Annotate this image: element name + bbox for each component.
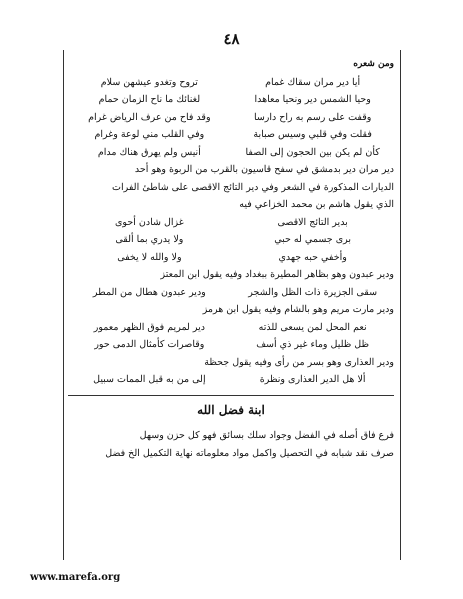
verse [68, 144, 394, 162]
verse [68, 336, 394, 354]
verse [68, 126, 394, 144]
hemistich-left: ولا والله لا يخفى [117, 251, 182, 263]
prose-line: ودير مارت مريم وهو بالشام وفيه يقول ابن هرمز [202, 304, 394, 315]
document-body [68, 56, 394, 462]
prose-line: الديارات المذكورة في الشعر وفي دير التائج الاقصى على شاطئ الفرات [112, 181, 394, 193]
section-title: ابنة فضل الله [197, 402, 265, 417]
prose-line: ودير العذارى وهو بسر من رأى وفيه يقول جحظة [204, 356, 394, 368]
hemistich-left: إلى من به قبل الممات سبيل [93, 374, 206, 385]
poem-2 [68, 214, 394, 267]
section-divider [68, 395, 394, 396]
site-url: www.marefa.org [30, 572, 121, 583]
verse [68, 284, 394, 302]
hemistich-left: غزال شادن أحوى [115, 216, 184, 228]
prose-line: الذي يقول هاشم بن محمد الخزاعي فيه [239, 199, 394, 210]
hemistich-left: وفي القلب مني لوعة وغرام [94, 129, 205, 140]
hemistich-left: ولا يدري بما ألقى [115, 234, 184, 245]
hemistich-right: أيا دير مران سقاك غمام [265, 76, 361, 88]
intro-line: ومن شعره [353, 59, 394, 69]
hemistich-left: وقد فاح من عرف الرياض غرام [88, 111, 211, 123]
hemistich-right: وقفت على رسم به راح دارسا [253, 111, 372, 123]
poem-1 [68, 74, 394, 162]
prose-line: صرف نقد شبابه في التحصيل واكمل مواد معلوماته نهاية التكميل الخ فضل [105, 447, 394, 459]
prose-line: دير مران دير بدمشق في سفح قاسيون بالقرب من الربوة وهو أحد [134, 164, 394, 175]
prose-line: ودير عبدون وهو بظاهر المطيرة ببغداد وفيه يقول ابن المعتز [160, 269, 394, 280]
hemistich-right: ظل ظليل وماء غير ذي أسف [256, 339, 370, 350]
hemistich-right: كأن لم يكن بين الحجون إلى الصفا [245, 146, 380, 158]
hemistich-left: لغنائك ما ناح الزمان حمام [98, 94, 201, 105]
verse [68, 74, 394, 92]
hemistich-left: أنيس ولم يهرق هناك مدام [97, 146, 201, 158]
verse [68, 249, 394, 267]
hemistich-left: تروح وتغدو عيشهن سلام [100, 76, 198, 88]
hemistich-right: سقى الجزيرة ذات الظل والشجر [248, 286, 378, 298]
hemistich-right: فقلت وفي قلبي وسيس صبابة [253, 129, 372, 140]
hemistich-left: وقاصرات كأمثال الدمى حور [94, 339, 205, 350]
hemistich-left: دير لمريم فوق الظهر معمور [93, 321, 205, 333]
verse [68, 109, 394, 127]
hemistich-right: وحيا الشمس دير ونحيا معاهدا [254, 94, 371, 105]
verse [68, 319, 394, 337]
verse [68, 231, 394, 249]
verse [68, 91, 394, 109]
hemistich-right: بدير التائج الاقصى [277, 216, 348, 228]
prose-line: فرع فاق أصله في الفضل وجواد سلك بسائق فهو كل حزن وسهل [139, 430, 394, 441]
hemistich-left: ودير عبدون هطال من المطر [92, 286, 206, 298]
verse [68, 371, 394, 389]
hemistich-right: برى جسمي له حبي [274, 234, 352, 245]
page-number: ٤٨ [223, 30, 240, 48]
hemistich-right: وأخفي حبه جهدي [278, 251, 347, 263]
hemistich-right: ألا هل الدير العذارى ونظرة [259, 374, 366, 385]
verse [68, 214, 394, 232]
hemistich-right: نعم المحل لمن يسعى للذته [258, 321, 367, 333]
